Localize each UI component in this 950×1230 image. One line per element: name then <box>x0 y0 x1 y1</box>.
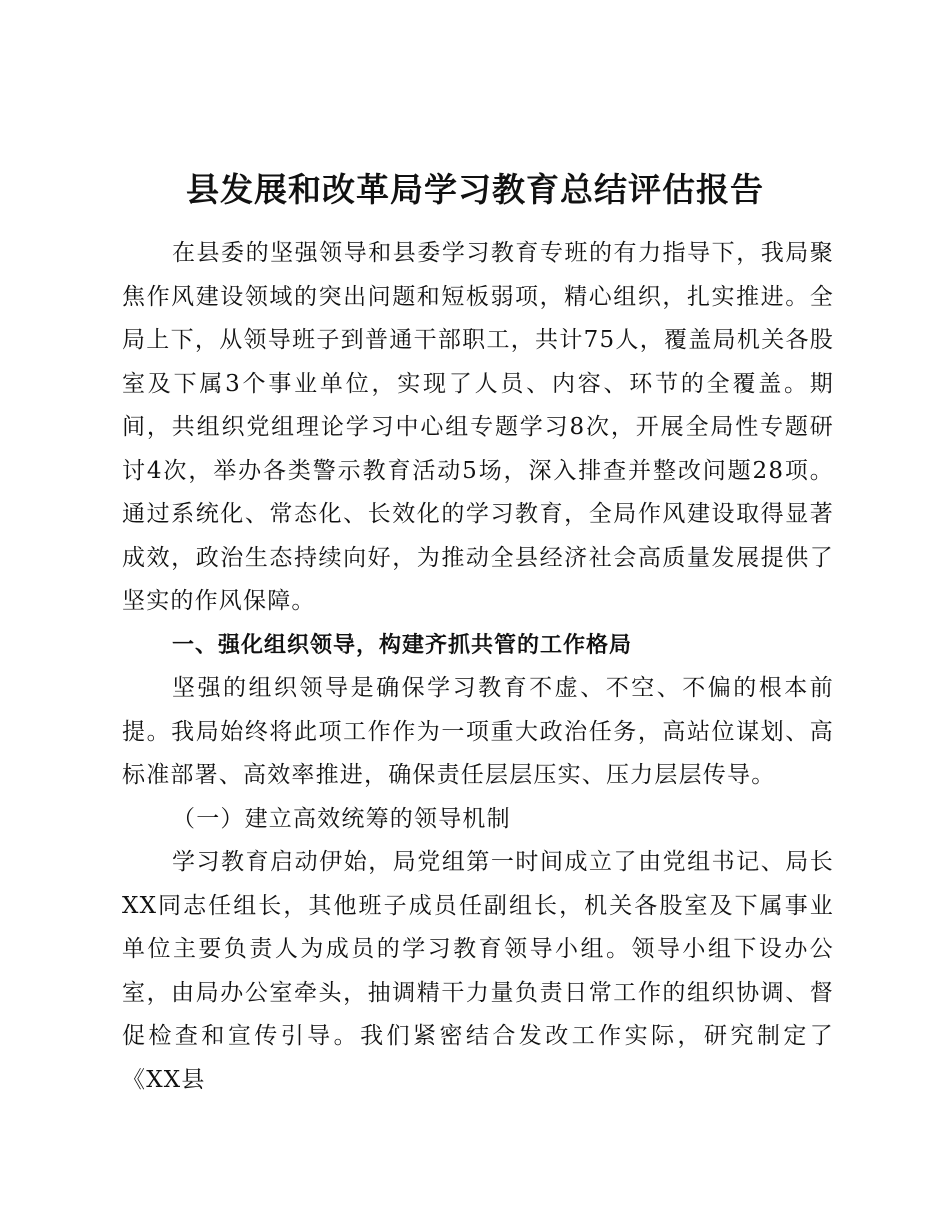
section-heading: 一、强化组织领导，构建齐抓共管的工作格局 <box>172 632 633 658</box>
subsection-paragraph: 学习教育启动伊始，局党组第一时间成立了由党组书记、局长XX同志任组长，其他班子成员任副组长，机关各股室及下属事业单位主要负责人为成员的学习教育领导小组。领导小组下设办公室，由局办公室牵头，抽调精干力量负责日常工作的组织协调、督促检查和宣传引导。我们紧密结合发改工作实际，研究制定了《XX县 <box>122 849 834 1093</box>
section-paragraph: 坚强的组织领导是确保学习教育不虚、不空、不偏的根本前提。我局始终将此项工作作为一项重大政治任务，高站位谋划、高标准部署、高效率推进，确保责任层层压实、压力层层传导。 <box>122 675 834 788</box>
document-title: 县发展和改革局学习教育总结评估报告 <box>186 170 764 209</box>
intro-paragraph: 在县委的坚强领导和县委学习教育专班的有力指导下，我局聚焦作风建设领域的突出问题和短板弱项，精心组织，扎实推进。全局上下，从领导班子到普通干部职工，共计75人，覆盖局机关各股室及下属3个事业单位，实现了人员、内容、环节的全覆盖。期间，共组织党组理论学习中心组专题学习8次，开展全局性专题研讨4次，举办各类警示教育活动5场，深入排查并整改问题28项。通过系统化、常态化、长效化的学习教育，全局作风建设取得显著成效，政治生态持续向好，为推动全县经济社会高质量发展提供了坚实的作风保障。 <box>122 240 834 614</box>
document-body <box>122 232 834 1102</box>
subsection-heading: （一）建立高效统筹的领导机制 <box>172 805 511 832</box>
